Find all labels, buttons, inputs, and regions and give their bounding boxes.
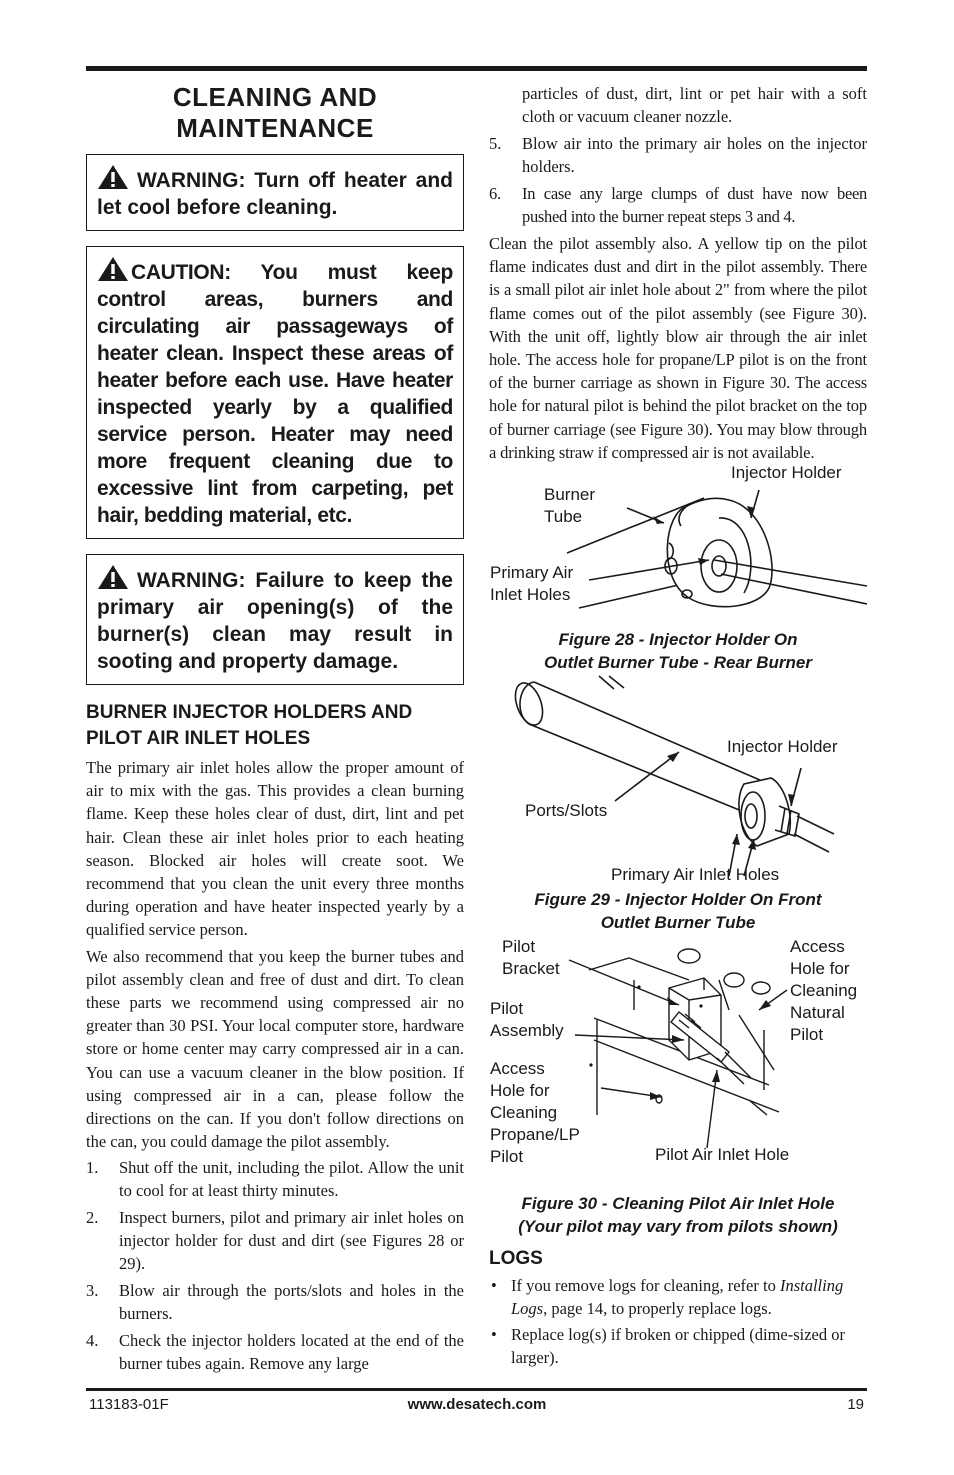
caution-box bbox=[86, 246, 464, 539]
figure-30-caption-line2: (Your pilot may vary from pilots shown) bbox=[518, 1217, 838, 1237]
list-item: 6. In case any large clumps of dust have now been pushed into the burner repeat steps 3 and 4. bbox=[489, 184, 867, 226]
paragraph-pilot: Clean the pilot assembly also. A yellow tip on the pilot flame indicates dust and dirt in the pilot assembly. There is a small pilot air inlet hole about 2" from where the pilot flame comes out of the pilot assembly (see Figure 30). With the unit off, lightly blow air through the air inlet hole. The access hole for propane/LP pilot is on the front of the burner carriage as shown in Figure 30. The access hole for natural pilot is behind the pilot bracket on the top of burner carriage (see Figure 30). You may blow through a drinking straw if compressed air is not available. bbox=[489, 234, 867, 462]
website-link[interactable]: www.desatech.com bbox=[407, 1396, 547, 1413]
left-column bbox=[86, 82, 464, 1379]
section-title: CLEANING AND MAINTENANCE bbox=[172, 82, 378, 143]
label-pilot-assembly: Pilot Assembly bbox=[490, 999, 564, 1041]
list-item-continued: particles of dust, dirt, lint or pet hair with a soft cloth or vacuum cleaner nozzle. bbox=[522, 84, 867, 126]
cleaning-steps-continued bbox=[489, 82, 867, 228]
label-pilot-bracket: Pilot Bracket bbox=[502, 937, 560, 979]
figure-28-caption: Figure 28 - Injector Holder On Outlet Burner Tube - Rear Burner bbox=[544, 630, 812, 673]
figure-29-caption: Figure 29 - Injector Holder On Front Outlet Burner Tube bbox=[534, 890, 822, 933]
cleaning-steps bbox=[86, 1156, 464, 1375]
list-item: 1. Shut off the unit, including the pilot. Allow the unit to cool for at least thirty minutes. bbox=[86, 1158, 464, 1201]
list-item: 5. Blow air into the primary air holes on the injector holders. bbox=[489, 134, 867, 176]
caution-text: CAUTION: You must keep control areas, burners and circulating air passageways of heater clean. Inspect these areas of heater before each use. Have heater inspected yearly by a qualified service person. Heater may need more frequent cleaning due to excessive lint from carpeting, pet hair, bedding material, etc. bbox=[97, 261, 453, 527]
warning-text-cool: WARNING: Turn off heater and let cool before cleaning. bbox=[97, 169, 453, 219]
label-injector-holder: Injector Holder bbox=[727, 737, 838, 757]
warning-triangle-icon bbox=[97, 564, 129, 590]
document-number: 113183-01F bbox=[89, 1396, 169, 1413]
warning-triangle-icon bbox=[97, 256, 129, 282]
paragraph-air-inlet: The primary air inlet holes allow the proper amount of air to mix with the gas. This provides a clean burning flame. Keep these holes clear of dust, dirt, lint and pet hair. Clean these air inlet holes prior to each heating season. Blocked air holes will create soot. We recommend that you clean the unit every three months during operation and have heater inspected yearly by a qualified service person. bbox=[86, 758, 464, 940]
list-item: 2. Inspect burners, pilot and primary air inlet holes on injector holder for dust and dirt (see Figures 28 or 29). bbox=[86, 1208, 464, 1274]
right-column bbox=[489, 82, 867, 1372]
list-item: • Replace log(s) if broken or chipped (dime-sized or larger). bbox=[491, 1325, 846, 1368]
figure-28 bbox=[489, 463, 867, 628]
warning-text-sooting: WARNING: Failure to keep the primary air opening(s) of the burner(s) clean may result in sooting and property damage. bbox=[97, 569, 453, 673]
label-pilot-air-inlet-hole: Pilot Air Inlet Hole bbox=[655, 1145, 790, 1165]
burner-heading: BURNER INJECTOR HOLDERS AND PILOT AIR INLET HOLES bbox=[86, 702, 413, 749]
label-injector-holder: Injector Holder bbox=[731, 463, 842, 483]
label-access-hole-lp: Access Hole for Cleaning Propane/LP Pilot bbox=[490, 1059, 580, 1167]
figure-30 bbox=[489, 937, 867, 1172]
page-number: 19 bbox=[847, 1396, 864, 1413]
list-item: • If you remove logs for cleaning, refer to Installing Logs, page 14, to properly replace logs. bbox=[491, 1276, 844, 1319]
figure-30-caption-line1: Figure 30 - Cleaning Pilot Air Inlet Hole bbox=[521, 1194, 835, 1214]
top-rule bbox=[86, 66, 867, 71]
figure-29 bbox=[489, 674, 867, 886]
figure-29-drawing bbox=[489, 674, 867, 886]
label-primary-air-inlet-holes: Primary Air Inlet Holes bbox=[490, 563, 574, 605]
list-item: 3. Blow air through the ports/slots and holes in the burners. bbox=[86, 1281, 464, 1324]
label-access-hole-natural: Access Hole for Cleaning Natural Pilot bbox=[790, 937, 858, 1045]
warning-triangle-icon bbox=[97, 164, 129, 190]
warning-box-sooting bbox=[86, 554, 464, 685]
list-item: 4. Check the injector holders located at the end of the burner tubes again. Remove any large bbox=[86, 1331, 464, 1374]
figure-30-caption bbox=[489, 1192, 867, 1238]
label-ports-slots: Ports/Slots bbox=[525, 801, 608, 821]
label-primary-air-inlet-holes: Primary Air Inlet Holes bbox=[611, 865, 780, 885]
warning-box-cool bbox=[86, 154, 464, 231]
bottom-rule bbox=[86, 1388, 867, 1391]
logs-list bbox=[489, 1274, 867, 1369]
label-burner-tube: Burner Tube bbox=[544, 485, 596, 527]
logs-heading: LOGS bbox=[489, 1248, 543, 1270]
paragraph-compressed-air: We also recommend that you keep the burner tubes and pilot assembly clean and free of dust and dirt. To clean these parts we recommend using compressed air no greater than 30 PSI. Your local computer store, hardware store or home center may carry compressed air in a can. You can use a vacuum cleaner in the blow position. If using compressed air in a can, please follow the directions on the can. If you don't follow directions on the can, you could damage the pilot assembly. bbox=[86, 946, 464, 1152]
